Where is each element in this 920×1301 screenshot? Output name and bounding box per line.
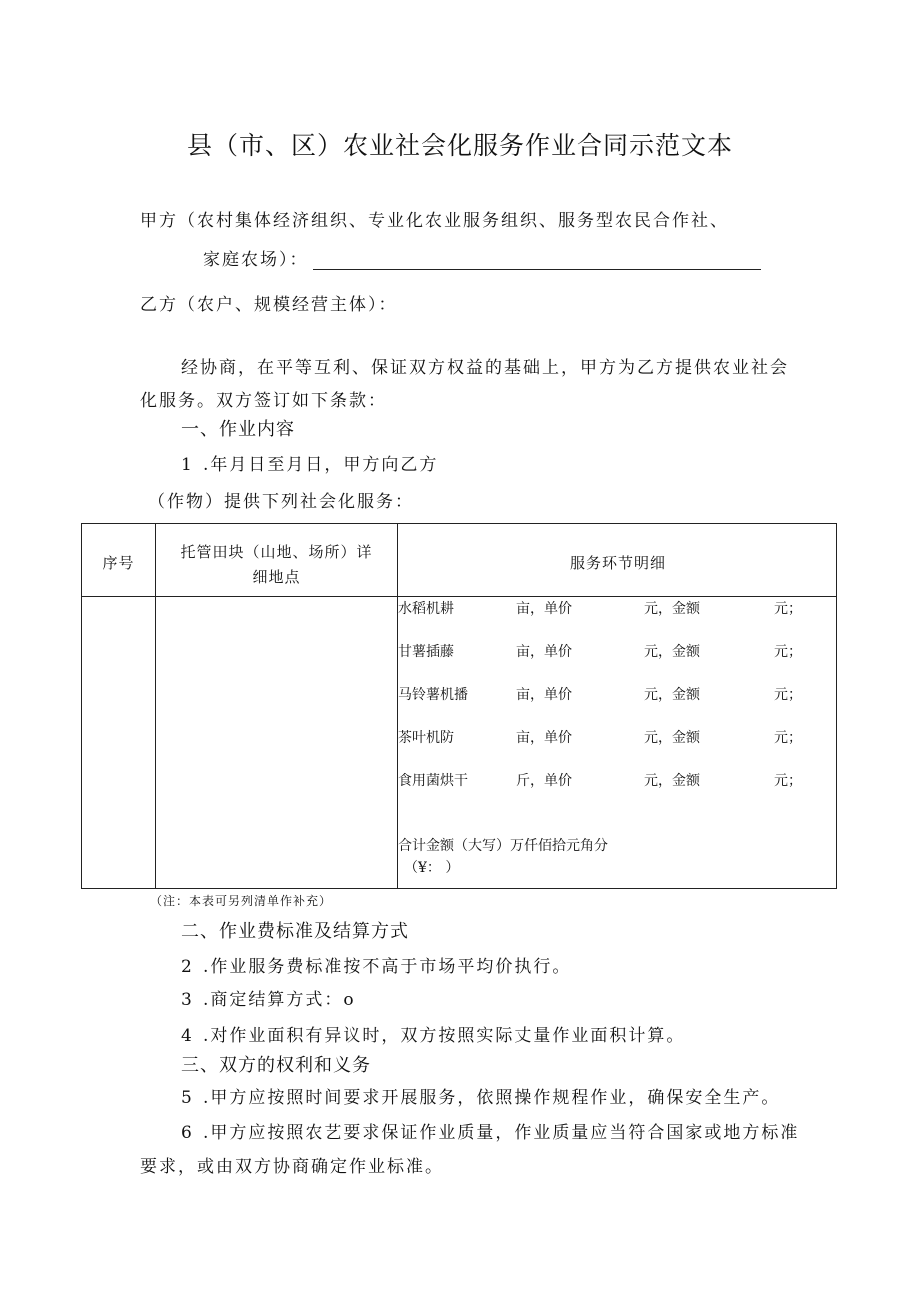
header-service-detail: 服务环节明细 [569, 554, 666, 572]
item6-continuation: 要求，或由双方协商确定作业标准。 [140, 1157, 444, 1177]
item1-text: .年月日至月日，甲方向乙方 [203, 455, 439, 475]
party-a-line1: 甲方（农村集体经济组织、专业化农业服务组织、服务型农民合作社、 [140, 211, 729, 231]
party-b-line: 乙方（农户、规模经营主体）： [140, 295, 398, 315]
item2 [181, 952, 571, 977]
service-end: 元； [774, 730, 802, 746]
intro-line1: 经协商，在平等互利、保证双方权益的基础上，甲方为乙方提供农业社会 [181, 358, 789, 378]
service-unit: 亩，单价 [516, 601, 572, 617]
item1 [181, 450, 438, 475]
service-row [398, 727, 838, 747]
service-end: 元； [774, 773, 802, 789]
service-end: 元； [774, 601, 802, 617]
service-end: 元； [774, 644, 802, 660]
item1-number: 1 [181, 455, 194, 475]
item2-text: .作业服务费标准按不高于市场平均价执行。 [203, 957, 572, 977]
service-yuan: 元，金额 [644, 601, 700, 617]
header-location-line1: 托管田块（山地、场所）详 [180, 543, 373, 561]
item4 [181, 1021, 685, 1046]
service-yuan: 元，金额 [644, 687, 700, 703]
section2-heading: 二、作业费标准及结算方式 [181, 921, 409, 942]
header-location-line2: 细地点 [252, 568, 301, 586]
service-row [398, 770, 838, 790]
item6-number: 6 [181, 1123, 194, 1143]
item5-text: .甲方应按照时间要求开展服务，依照操作规程作业，确保安全生产。 [203, 1088, 781, 1108]
item1-continuation: （作物）提供下列社会化服务： [148, 492, 414, 512]
document-title: 县（市、区）农业社会化服务作业合同示范文本 [186, 131, 733, 160]
item3-number: 3 [181, 990, 194, 1010]
service-name: 马铃薯机播 [398, 687, 468, 703]
service-name: 茶叶机防 [398, 730, 454, 746]
service-unit: 亩，单价 [516, 730, 572, 746]
item4-number: 4 [181, 1026, 194, 1046]
service-name: 甘薯插藤 [398, 644, 454, 660]
item2-number: 2 [181, 957, 194, 977]
service-unit: 亩，单价 [516, 644, 572, 660]
item6 [181, 1118, 799, 1143]
total-amount-figure: （¥： ） [404, 860, 460, 876]
service-end: 元； [774, 687, 802, 703]
item5 [181, 1083, 780, 1108]
total-amount-line2 [398, 857, 838, 877]
header-location [156, 541, 397, 587]
item5-number: 5 [181, 1088, 194, 1108]
item6-text: .甲方应按照农艺要求保证作业质量，作业质量应当符合国家或地方标准 [203, 1123, 800, 1143]
service-yuan: 元，金额 [644, 730, 700, 746]
table-note: （注：本表可另列清单作补充） [150, 894, 333, 908]
item4-text: .对作业面积有异议时，双方按照实际丈量作业面积计算。 [203, 1026, 686, 1046]
service-yuan: 元，金额 [644, 773, 700, 789]
total-amount-label: 合计金额（大写）万仟佰拾元角分 [398, 838, 608, 854]
header-seq: 序号 [102, 554, 135, 572]
service-name: 水稻机耕 [398, 601, 454, 617]
item3-text: .商定结算方式：o [203, 990, 356, 1010]
service-table [81, 523, 837, 889]
service-name: 食用菌烘干 [398, 773, 468, 789]
section1-heading: 一、作业内容 [181, 419, 295, 440]
service-row [398, 641, 838, 661]
service-unit: 斤，单价 [516, 773, 572, 789]
table-divider [397, 524, 398, 888]
section3-heading: 三、双方的权利和义务 [181, 1055, 371, 1076]
service-unit: 亩，单价 [516, 687, 572, 703]
party-a-line2 [203, 245, 761, 270]
service-row [398, 598, 838, 618]
table-header-divider [82, 596, 836, 597]
service-yuan: 元，金额 [644, 644, 700, 660]
intro-line2: 化服务。双方签订如下条款： [140, 391, 387, 411]
total-amount-line1 [398, 835, 838, 855]
party-a-label: 家庭农场）： [203, 250, 309, 270]
party-a-blank [313, 253, 761, 270]
service-row [398, 684, 838, 704]
item3 [181, 985, 356, 1010]
